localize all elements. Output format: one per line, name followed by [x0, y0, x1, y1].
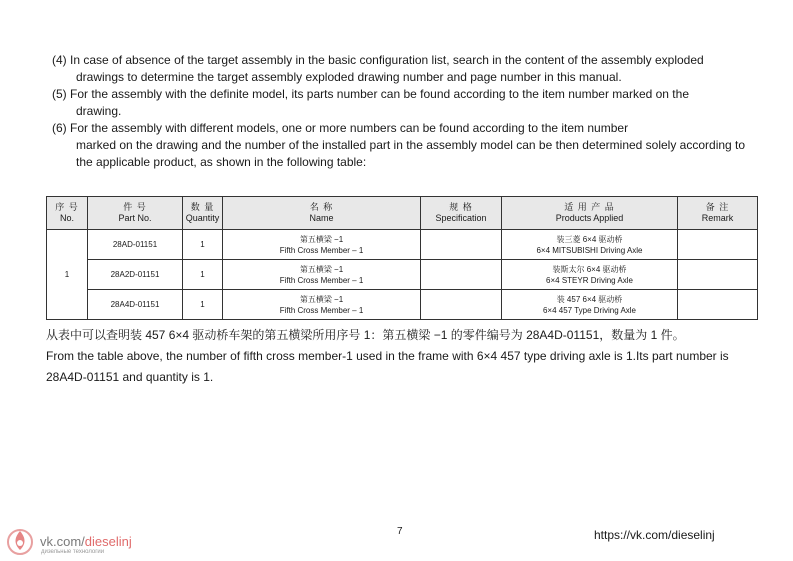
watermark-text-accent: dieselinj	[84, 534, 132, 549]
cell-specification	[421, 260, 502, 290]
header-products-applied: 适 用 产 品 Products Applied	[502, 197, 678, 230]
watermark-text	[40, 534, 132, 549]
paragraph-4	[52, 52, 704, 86]
cell-specification	[421, 290, 502, 320]
table-row	[47, 230, 758, 260]
cell-specification	[421, 230, 502, 260]
header-no: 序 号 No.	[47, 197, 88, 230]
cell-quantity: 1	[183, 230, 223, 260]
paragraph-6-line-3: the applicable product, as shown in the following table:	[76, 155, 367, 169]
cell-remark	[678, 230, 758, 260]
header-part-no: 件 号 Part No.	[88, 197, 183, 230]
cell-item-no: 1	[47, 230, 88, 320]
cell-quantity: 1	[183, 260, 223, 290]
cell-product: 装 457 6×4 驱动桥 6×4 457 Type Driving Axle	[502, 290, 678, 320]
cell-part-no: 28A2D-01151	[88, 260, 183, 290]
paragraph-4-line-1: (4) In case of absence of the target assembly in the basic configuration list, search in the content of the assembly exploded	[52, 53, 704, 67]
parts-table	[46, 196, 758, 320]
cell-remark	[678, 260, 758, 290]
paragraph-6-line-2: marked on the drawing and the number of the installed part in the assembly model can be then determined solely according to	[76, 138, 746, 152]
table-header-row	[47, 197, 758, 230]
paragraph-5-line-2: drawing.	[76, 104, 122, 118]
cell-product: 装三菱 6×4 驱动桥 6×4 MITSUBISHI Driving Axle	[502, 230, 678, 260]
header-specification: 规 格 Specification	[421, 197, 502, 230]
paragraph-4-line-2: drawings to determine the target assembly exploded drawing number and page number in this manual.	[76, 70, 622, 84]
table-note-english-line-2: 28A4D-01151 and quantity is 1.	[46, 370, 214, 384]
cell-part-no: 28AD-01151	[88, 230, 183, 260]
paragraph-6-line-1: (6) For the assembly with different models, one or more numbers can be found according to the item number	[52, 121, 629, 135]
page-number: 7	[397, 526, 403, 537]
cell-name: 第五横梁 −1 Fifth Cross Member – 1	[223, 230, 421, 260]
watermark	[4, 522, 154, 558]
header-quantity: 数 量 Quantity	[183, 197, 223, 230]
cell-name: 第五横梁 −1 Fifth Cross Member – 1	[223, 260, 421, 290]
watermark-subtitle: дизельные технологии	[41, 549, 105, 555]
cell-product: 装斯太尔 6×4 驱动桥 6×4 STEYR Driving Axle	[502, 260, 678, 290]
cell-name: 第五横梁 −1 Fifth Cross Member – 1	[223, 290, 421, 320]
table-row	[47, 290, 758, 320]
paragraph-5	[52, 86, 689, 120]
table-row	[47, 260, 758, 290]
cell-part-no: 28A4D-01151	[88, 290, 183, 320]
watermark-text-main: vk.com/	[40, 534, 85, 549]
table-note-english-line-1: From the table above, the number of fifth cross member-1 used in the frame with 6×4 457 type driving axle is 1.Its part number is	[46, 349, 729, 363]
cell-quantity: 1	[183, 290, 223, 320]
cell-remark	[678, 290, 758, 320]
header-name: 名 称 Name	[223, 197, 421, 230]
paragraph-6	[52, 120, 745, 171]
footer-url: https://vk.com/dieselinj	[594, 528, 715, 542]
watermark-logo-icon	[4, 522, 40, 558]
paragraph-5-line-1: (5) For the assembly with the definite model, its parts number can be found according to the item number marked on the	[52, 87, 689, 101]
table-note-chinese: 从表中可以查明装 457 6×4 驱动桥车架的第五横梁所用序号 1：第五横梁 −1 的零件编号为 28A4D-01151，数量为 1 件。	[46, 328, 685, 342]
header-remark: 备 注 Remark	[678, 197, 758, 230]
